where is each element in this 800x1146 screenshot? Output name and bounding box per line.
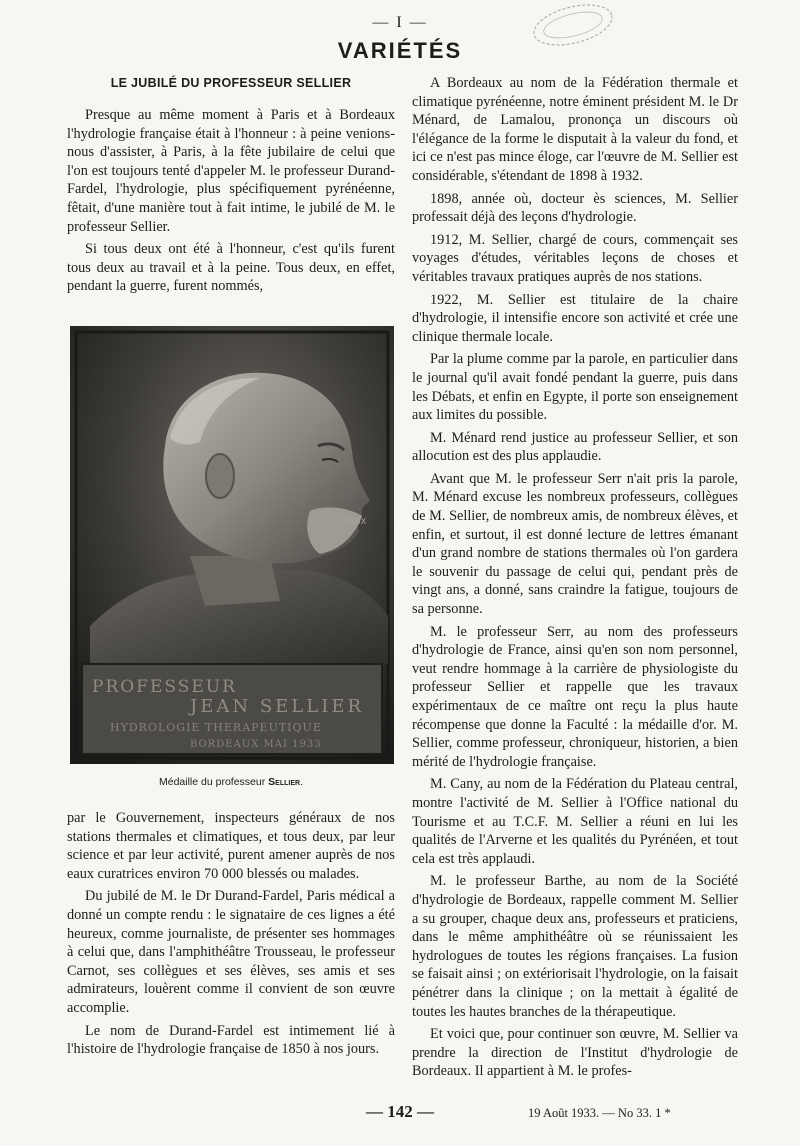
right-column [412,74,738,1081]
paragraph: M. Ménard rend justice au professeur Sellier, et son allocution est des plus applaudie. [412,429,738,465]
paragraph: 1912, M. Sellier, chargé de cours, commençait ses voyages d'études, véritables leçons de choses et véritables travaux pratiques auprès de nos stations. [412,231,738,285]
paragraph: 1922, M. Sellier est titulaire de la chaire d'hydrologie, il intensifie encore son activité et crée une clinique thermale locale. [412,291,738,345]
caption-end: . [300,776,303,788]
paragraph: Et voici que, pour continuer son œuvre, M. Sellier va prendre la direction de l'Institut d'hydrologie de Bordeaux. Il appartient à M. le profes- [412,1026,738,1080]
paragraph: Du jubilé de M. le Dr Durand-Fardel, Paris médical a donné un compte rendu : le signataire de ces lignes a été heureux, comme journaliste, de présenter ses hommages à celui que, dans l'amphithéâtre Trousseau, le professeur Carnot, ses collègues et ses élèves, ses amis et ses admirateurs, louèrent comme il convient de son œuvre accomplie. [67,888,395,1016]
paragraph: M. le professeur Barthe, au nom de la Société d'hydrologie de Bordeaux, rappelle comment M. Sellier a su grouper, chaque deux ans, professeurs et praticiens, dans le même amphithéâtre où se réunissaient les hydrologues de toutes les régions françaises. La fusion se faisait ainsi ; on extériorisait l'hydrologie, on la faisait pénétrer dans la clinique ; on la mettait à égalité de toutes les hautes branches de la thérapeutique. [412,873,738,1020]
medal-inscription: HYDROLOGIE THERAPEUTIQUE [110,721,322,734]
left-column-top [67,74,395,296]
paragraph: M. Cany, au nom de la Fédération du Plateau central, montre l'activité de M. Sellier à l'Office national du Tourisme et au T.C.F. M. Sellier a réuni en lui les qualités de l'Arverne et les qualités du Pyrénéen, et tout cela est très applaudi. [412,776,738,867]
figure-caption [67,776,395,788]
paragraph: M. le professeur Serr, au nom des professeurs d'hydrologie de France, ainsi qu'en son nom personnel, veut rendre hommage à la carrière de physiologiste du professeur Sellier et rappelle que les travaux expérimentaux de ce maître ont reçu la plus haute récompense que donne la Faculté : la médaille d'or. M. Sellier, comme professeur, chroniqueur, historien, a bien mérité de l'hydrologie française. [412,623,738,770]
paragraph: Si tous deux ont été à l'honneur, c'est qu'ils furent tous deux au travail et à la peine. Tous deux, en effet, pendant la guerre, furent nommés, [67,241,395,295]
paragraph: A Bordeaux au nom de la Fédération thermale et climatique pyrénéenne, notre éminent président M. le Dr Ménard, de Lamalou, prononça un discours où l'élégance de la forme le disputait à la valeur du fond, et ici ce n'est pas mince éloge, car l'œuvre de M. Sellier est considérable, s'étendant de 1898 à 1932. [412,75,738,184]
page-number: — 142 — [366,1102,434,1121]
medal-inscription: PROFESSEUR [92,677,237,697]
issue-date: 19 Août 1933. — No 33. 1 * [528,1106,671,1120]
paragraph: par le Gouvernement, inspecteurs généraux de nos stations thermales et climatiques, et tous deux, par leur science et par leur activité, purent amener auprès de nos eaux curatrices environ 70 000 blessés ou malades. [67,810,395,882]
section-title: VARIÉTÉS [337,38,463,63]
paragraph: Le nom de Durand-Fardel est intimement lié à l'histoire de l'hydrologie française de 1850 à nos jours. [67,1022,395,1058]
caption-name: Sellier [268,776,301,788]
medal-signature: CLEROUX [328,517,367,526]
left-column-bottom [67,809,395,1059]
medal-relief-image [70,326,394,764]
caption-text: Médaille du professeur [159,776,269,788]
paragraph: 1898, année où, docteur ès sciences, M. Sellier professait déjà des leçons d'hydrologie. [412,190,738,226]
article-heading: LE JUBILÉ DU PROFESSEUR SELLIER [110,76,352,90]
paragraph: Avant que M. le professeur Serr n'ait pris la parole, M. Ménard excuse les nombreux professeurs, collègues de M. Sellier, de nombreux amis, de nombreux élèves, et enfin, et surtout, il est donné lecture de lettres émanant d'un grand nombre de stations thermales où l'on gardera le souvenir du passage de celui qui, pendant près de vingt ans, a donné, sans craindre la fatigue, toujours de sa personne. [412,470,738,618]
medal-photograph [70,326,394,764]
medal-inscription: JEAN SELLIER [190,696,365,717]
paragraph: Presque au même moment à Paris et à Bordeaux l'hydrologie française était à l'honneur : à peine venions-nous d'assister, à Paris, à la fête jubilaire de celui que l'on est toujours tenté d'appeler M. le professeur Durand-Fardel, l'hydrologie, plus spécifiquement pyrénéenne, fêtait, d'une manière tout à fait intime, le jubilé de M. le professeur Sellier. [67,107,395,235]
paragraph: Par la plume comme par la parole, en particulier dans le journal qu'il avait fondé pendant la guerre, puis dans les Débats, et enfin en Egypte, il porte son enseignement aux limites du possible. [412,351,738,424]
medal-inscription: BORDEAUX MAI 1933 [190,739,322,750]
section-number: — I — [372,14,428,31]
